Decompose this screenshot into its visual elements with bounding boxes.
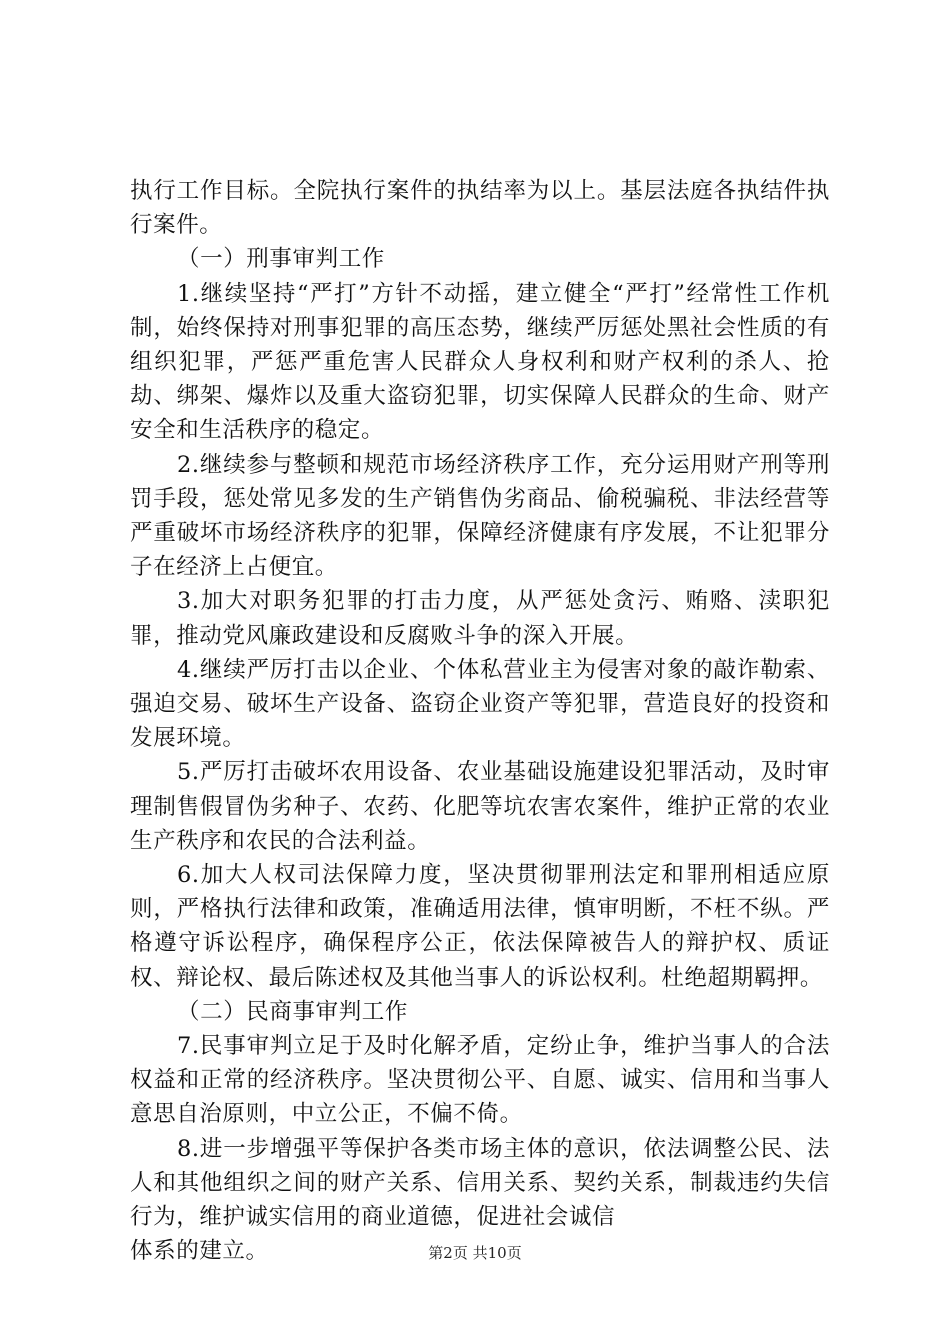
- paragraph-item-7: 7.民事审判立足于及时化解矛盾，定纷止争，维护当事人的合法权益和正常的经济秩序。坚决贯彻公平、自愿、诚实、信用和当事人意思自治原则，中立公正，不偏不倚。: [130, 1033, 830, 1128]
- paragraph-item-1: 1.继续坚持“严打”方针不动摇，建立健全“严打”经常性工作机制，始终保持对刑事犯罪的高压态势，继续严厉惩处黑社会性质的有组织犯罪，严惩严重危害人民群众人身权利和财产权利的杀人、抢劫、绑架、爆炸以及重大盗窃犯罪，切实保障人民群众的生命、财产安全和生活秩序的稳定。: [130, 280, 830, 444]
- section-heading-civil: （二）民商事审判工作: [177, 998, 409, 1025]
- paragraph-item-8: 8.进一步增强平等保护各类市场主体的意识，依法调整公民、法人和其他组织之间的财产关系、信用关系、契约关系，制裁违约失信行为，维护诚实信用的商业道德，促进社会诚信: [130, 1135, 830, 1231]
- paragraph-item-4: 4.继续严厉打击以企业、个体私营业主为侵害对象的敲诈勒索、强迫交易、破坏生产设备、盗窃企业资产等犯罪，营造良好的投资和发展环境。: [130, 656, 830, 752]
- page-footer: [0, 1243, 950, 1263]
- document-body: [130, 174, 830, 1269]
- paragraph-item-3: 3.加大对职务犯罪的打击力度，从严惩处贪污、贿赂、渎职犯罪，推动党风廉政建设和反腐败斗争的深入开展。: [130, 588, 830, 649]
- section-heading-criminal: （一）刑事审判工作: [177, 246, 385, 273]
- paragraph-item-8-tail: 体系的建立。: [130, 1238, 269, 1265]
- page-number-label: 第2页 共10页: [428, 1244, 522, 1262]
- paragraph-continuation: 执行工作目标。全院执行案件的执结率为以上。基层法庭各执结件执行案件。: [130, 178, 830, 239]
- paragraph-item-5: 5.严厉打击破坏农用设备、农业基础设施建设犯罪活动，及时审理制售假冒伪劣种子、农药、化肥等坑农害农案件，维护正常的农业生产秩序和农民的合法利益。: [130, 759, 830, 854]
- paragraph-item-6: 6.加大人权司法保障力度，坚决贯彻罪刑法定和罪刑相适应原则，严格执行法律和政策，准确适用法律，慎审明断，不枉不纵。严格遵守诉讼程序，确保程序公正，依法保障被告人的辩护权、质证权、辩论权、最后陈述权及其他当事人的诉讼权利。杜绝超期羁押。: [130, 862, 830, 991]
- paragraph-item-2: 2.继续参与整顿和规范市场经济秩序工作，充分运用财产刑等刑罚手段，惩处常见多发的生产销售伪劣商品、偷税骗税、非法经营等严重破坏市场经济秩序的犯罪，保障经济健康有序发展，不让犯罪分子在经济上占便宜。: [130, 451, 830, 581]
